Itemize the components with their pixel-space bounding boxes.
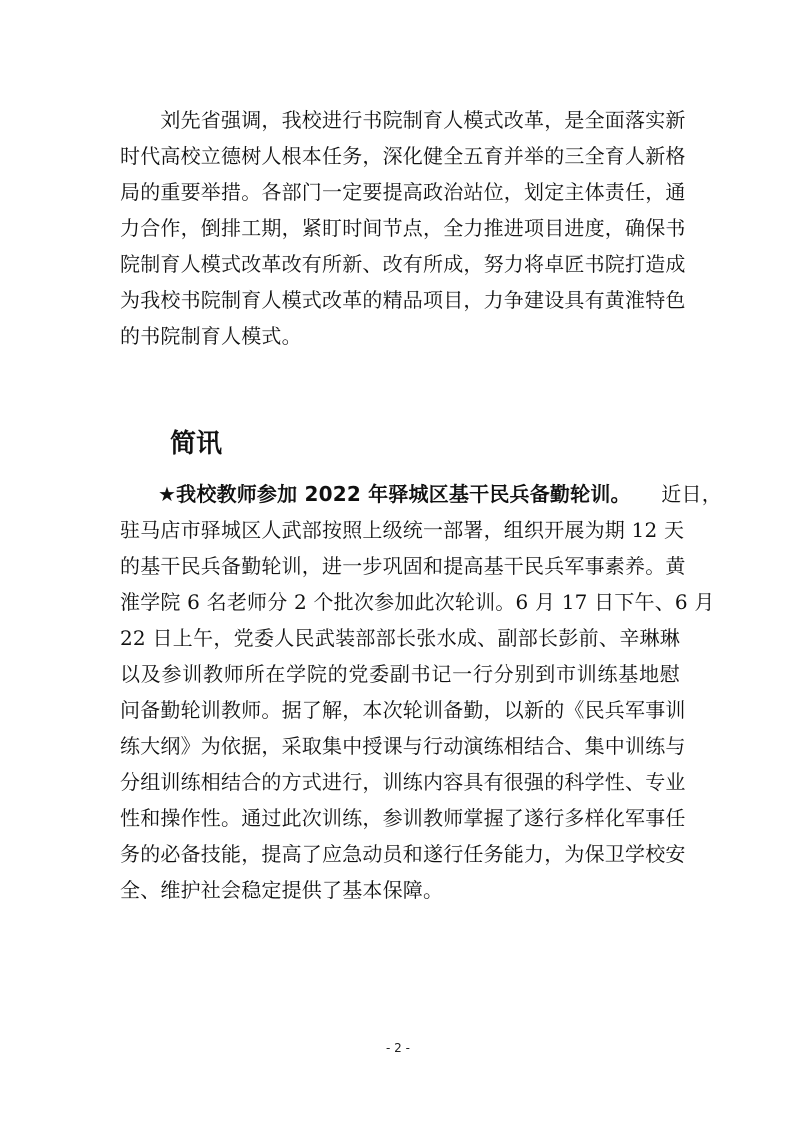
brief-line: 练大纲》为依据，采取集中授课与行动演练相结合、集中训练与 [120,734,686,758]
brief-line: 的基干民兵备勤轮训，进一步巩固和提高基干民兵军事素养。黄 [120,554,686,578]
brief-line: 分组训练相结合的方式进行，训练内容具有很强的科学性、专业 [120,770,686,794]
brief-line: 驻马店市驿城区人武部按照上级统一部署，组织开展为期 12 天 [120,518,685,542]
paragraph-line: 力合作，倒排工期，紧盯时间节点，全力推进项目进度，确保书 [120,216,686,240]
brief-line: 以及参训教师所在学院的党委副书记一行分别到市训练基地慰 [120,662,680,686]
paragraph-line: 刘先省强调，我校进行书院制育人模式改革，是全面落实新 [120,108,686,132]
brief-line: 问备勤轮训教师。据了解，本次轮训备勤，以新的《民兵军事训 [120,698,686,722]
page-number: - 2 - [386,1041,410,1055]
paragraph-line: 局的重要举措。各部门一定要提高政治站位，划定主体责任，通 [120,180,686,204]
brief-heading: 简讯 [170,429,223,459]
brief-line: 务的必备技能，提高了应急动员和遂行任务能力，为保卫学校安 [120,842,686,866]
brief-line: 全、维护社会稳定提供了基本保障。 [120,878,444,902]
brief-first-line [158,481,722,507]
paragraph-line: 为我校书院制育人模式改革的精品项目，力争建设具有黄淮特色 [120,288,686,312]
paragraph-line: 院制育人模式改革改有所新、改有所成，努力将卓匠书院打造成 [120,252,686,276]
paragraph-line: 时代高校立德树人根本任务，深化健全五育并举的三全育人新格 [120,144,686,168]
paragraph-line: 的书院制育人模式。 [120,324,302,348]
brief-line: 淮学院 6 名老师分 2 个批次参加此次轮训。6 月 17 日下午、6 月 [120,590,715,614]
brief-line: 22 日上午，党委人民武装部部长张水成、副部长彭前、辛琳琳 [120,626,680,650]
news-intro: 近日， [661,482,722,506]
news-title: ★我校教师参加 2022 年驿城区基干民兵备勤轮训。 [158,482,631,506]
brief-line: 性和操作性。通过此次训练，参训教师掌握了遂行多样化军事任 [120,806,686,830]
